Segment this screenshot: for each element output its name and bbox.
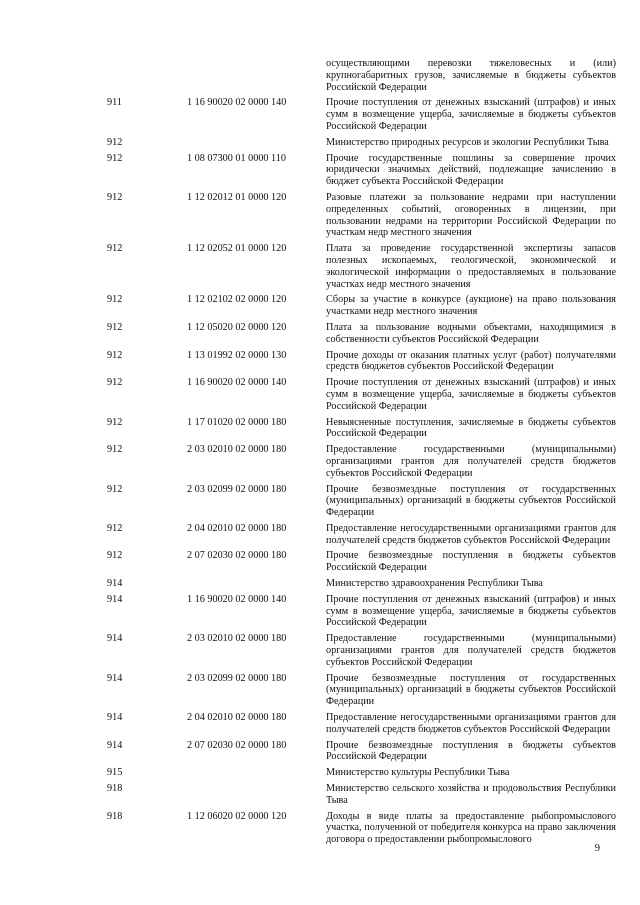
budget-classification-code: 2 04 02010 02 0000 180	[187, 712, 287, 724]
budget-classification-code: 1 12 06020 02 0000 120	[187, 810, 287, 822]
revenue-name: Министерство здравоохранения Республики Тыва	[326, 578, 543, 590]
admin-code: 912	[107, 522, 123, 534]
budget-classification-code: 1 08 07300 01 0000 110	[187, 152, 286, 164]
table-row	[0, 523, 640, 547]
budget-classification-code: 1 17 01020 02 0000 180	[187, 416, 287, 428]
admin-code: 912	[107, 136, 123, 148]
table-row	[0, 594, 640, 629]
table-row	[0, 97, 640, 132]
budget-classification-code: 2 03 02099 02 0000 180	[187, 672, 287, 684]
table-row	[0, 550, 640, 574]
revenue-name: Министерство природных ресурсов и экологии Республики Тыва	[326, 136, 609, 148]
admin-code: 914	[107, 712, 123, 724]
budget-classification-code: 1 16 90020 02 0000 140	[187, 593, 287, 605]
admin-code: 915	[107, 767, 123, 779]
budget-classification-code: 1 12 05020 02 0000 120	[187, 321, 287, 333]
table-row	[0, 417, 640, 441]
budget-classification-code: 1 13 01992 02 0000 130	[187, 349, 287, 361]
table-row	[0, 377, 640, 412]
revenue-name: Прочие безвозмездные поступления в бюджеты субъектов Российской Федерации	[326, 550, 616, 574]
admin-code: 912	[107, 191, 123, 203]
table-row	[0, 294, 640, 318]
table-row	[0, 633, 640, 668]
table-row	[0, 153, 640, 188]
table-row	[0, 350, 640, 374]
admin-code: 912	[107, 377, 123, 389]
revenue-name: Прочие доходы от оказания платных услуг (работ) получателями средств бюджетов субъектов Российской Федерации	[326, 349, 616, 373]
revenue-name: Предоставление негосударственными организациями грантов для получателей средств бюджетов субъектов Российской Федерации	[326, 712, 616, 735]
table-row	[0, 811, 640, 846]
revenue-name: Прочие государственные пошлины за совершение прочих юридически значимых действий, подлежащие зачислению в бюджет субъекта Российской Федерации	[326, 152, 616, 188]
table-row	[0, 783, 640, 807]
admin-code: 912	[107, 349, 123, 361]
revenue-name: Доходы в виде платы за предоставление рыбопромыслового участка, полученной от победителя конкурса на право заключения договора о предоставлении рыбопромыслового	[326, 810, 616, 846]
admin-code: 912	[107, 243, 123, 255]
page-number: 9	[594, 843, 600, 854]
table-row	[0, 767, 640, 779]
table-row	[0, 322, 640, 346]
table-row	[0, 712, 640, 736]
table-row	[0, 243, 640, 290]
revenue-name: Невыясненные поступления, зачисляемые в бюджеты субъектов Российской Федерации	[326, 416, 616, 440]
revenue-name: Прочие безвозмездные поступления в бюджеты субъектов Российской Федерации	[326, 739, 616, 763]
budget-classification-code: 2 03 02010 02 0000 180	[187, 444, 287, 456]
admin-code: 912	[107, 321, 123, 333]
admin-code: 914	[107, 739, 123, 751]
admin-code: 912	[107, 416, 123, 428]
admin-code: 911	[107, 97, 122, 109]
table-row	[0, 740, 640, 764]
admin-code: 912	[107, 444, 123, 456]
admin-code: 914	[107, 633, 123, 645]
revenue-name: Прочие поступления от денежных взысканий (штрафов) и иных сумм в возмещение ущерба, зачисляемые в бюджеты субъектов Российской Федерации	[326, 593, 616, 629]
budget-classification-code: 1 12 02012 01 0000 120	[187, 191, 287, 203]
admin-code: 912	[107, 152, 123, 164]
budget-classification-code: 1 12 02052 01 0000 120	[187, 243, 287, 255]
revenue-name: Разовые платежи за пользование недрами при наступлении определенных событий, оговоренных в лицензии, при пользовании недрами на территории Российской Федерации по участкам недр местного значения	[326, 191, 616, 239]
table-row	[0, 444, 640, 479]
admin-code: 912	[107, 483, 123, 495]
budget-classification-code: 2 04 02010 02 0000 180	[187, 522, 287, 534]
revenue-name: Министерство сельского хозяйства и продовольствия Республики Тыва	[326, 783, 616, 806]
revenue-name: Прочие безвозмездные поступления от государственных (муниципальных) организаций в бюджеты субъектов Российской Федерации	[326, 672, 616, 708]
revenue-name: Плата за пользование водными объектами, находящимися в собственности субъектов Российской Федерации	[326, 321, 616, 345]
budget-classification-code: 1 16 90020 02 0000 140	[187, 97, 287, 109]
revenue-name: Предоставление негосударственными организациями грантов для получателей средств бюджетов субъектов Российской Федерации	[326, 522, 616, 546]
admin-code: 914	[107, 578, 123, 590]
revenue-codes-table	[0, 58, 640, 850]
admin-code: 914	[107, 593, 123, 605]
revenue-name: Прочие поступления от денежных взысканий (штрафов) и иных сумм в возмещение ущерба, зачисляемые в бюджеты субъектов Российской Федерации	[326, 377, 616, 412]
revenue-name: осуществляющими перевозки тяжеловесных и (или) крупногабаритных грузов, зачисляемые в бюджеты субъектов Российской Федерации	[326, 58, 616, 93]
budget-classification-code: 2 07 02030 02 0000 180	[187, 739, 287, 751]
revenue-name: Предоставление государственными (муниципальными) организациями грантов для получателей средств бюджетов субъектов Российской Федерации	[326, 444, 616, 479]
admin-code: 912	[107, 550, 123, 562]
admin-code: 912	[107, 294, 123, 306]
revenue-name: Министерство культуры Республики Тыва	[326, 767, 510, 779]
admin-code: 918	[107, 810, 123, 822]
revenue-name: Предоставление государственными (муниципальными) организациями грантов для получателей средств бюджетов субъектов Российской Федерации	[326, 633, 616, 668]
admin-code: 918	[107, 783, 123, 795]
revenue-name: Прочие поступления от денежных взысканий (штрафов) и иных сумм в возмещение ущерба, зачисляемые в бюджеты субъектов Российской Федерации	[326, 97, 616, 132]
budget-classification-code: 1 16 90020 02 0000 140	[187, 377, 287, 389]
revenue-name: Прочие безвозмездные поступления от государственных (муниципальных) организаций в бюджеты субъектов Российской Федерации	[326, 483, 616, 519]
table-row	[0, 137, 640, 149]
table-row	[0, 58, 640, 93]
revenue-name: Сборы за участие в конкурсе (аукционе) на право пользования участками недр местного значения	[326, 294, 616, 318]
revenue-name: Плата за проведение государственной экспертизы запасов полезных ископаемых, геологической, экономической и экологической информации о предоставляемых в пользование участках недр местного значения	[326, 243, 616, 290]
table-row	[0, 192, 640, 239]
budget-classification-code: 1 12 02102 02 0000 120	[187, 294, 287, 306]
table-row	[0, 484, 640, 519]
budget-classification-code: 2 03 02099 02 0000 180	[187, 483, 287, 495]
budget-classification-code: 2 07 02030 02 0000 180	[187, 550, 287, 562]
budget-classification-code: 2 03 02010 02 0000 180	[187, 633, 287, 645]
table-row	[0, 578, 640, 590]
admin-code: 914	[107, 672, 123, 684]
table-row	[0, 673, 640, 708]
